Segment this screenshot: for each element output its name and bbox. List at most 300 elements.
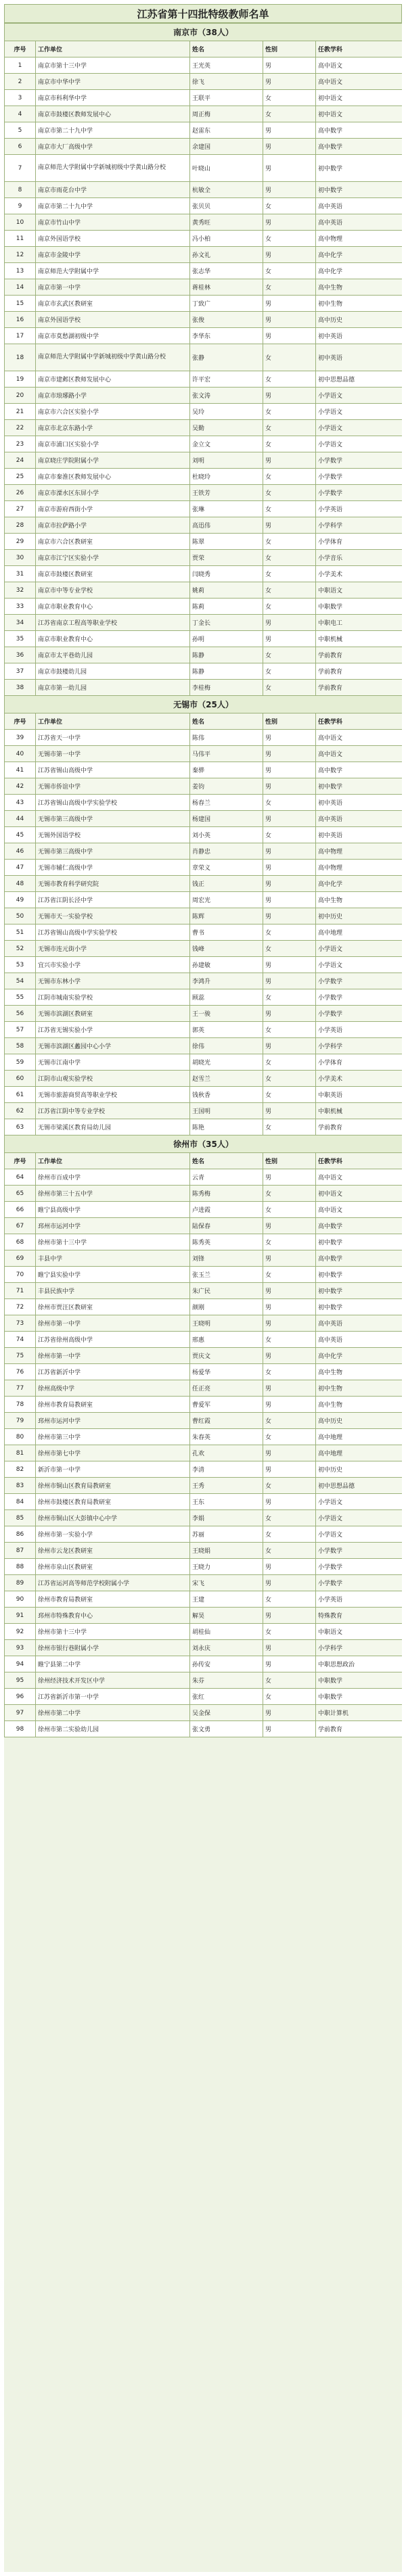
subject: 初中英语 (316, 827, 403, 843)
table-row (5, 1689, 403, 1705)
subject: 初中数学 (316, 155, 403, 182)
row-number: 70 (5, 1267, 36, 1283)
table-row (5, 182, 403, 198)
gender: 男 (263, 762, 316, 778)
table-row (5, 957, 403, 973)
work-unit: 无锡市连元街小学 (36, 941, 190, 957)
subject: 初中历史 (316, 908, 403, 924)
subject: 初中数学 (316, 1299, 403, 1315)
teacher-name: 王联平 (190, 90, 263, 106)
table-row (5, 1478, 403, 1494)
subject: 中职数学 (316, 1689, 403, 1705)
work-unit: 无锡市天一实验学校 (36, 908, 190, 924)
gender: 男 (263, 811, 316, 827)
teacher-name: 蒋桂林 (190, 279, 263, 296)
work-unit: 南京师范大学附属中学 (36, 263, 190, 279)
subject: 高中生物 (316, 1364, 403, 1380)
teacher-name: 李清 (190, 1461, 263, 1478)
teacher-name: 王建 (190, 1591, 263, 1608)
subject: 小学体育 (316, 534, 403, 550)
gender: 男 (263, 843, 316, 860)
work-unit: 江苏省天一中学 (36, 730, 190, 746)
section-header (5, 696, 403, 730)
gender: 男 (263, 328, 316, 344)
section-header (5, 1135, 403, 1169)
work-unit: 江苏省锡山高级中学 (36, 762, 190, 778)
teacher-list-table (4, 23, 402, 1737)
row-number: 32 (5, 582, 36, 599)
column-header-row (5, 41, 403, 57)
table-row (5, 1250, 403, 1267)
table-row (5, 1591, 403, 1608)
teacher-name: 金立文 (190, 436, 263, 452)
subject: 小学英语 (316, 501, 403, 517)
subject: 初中数学 (316, 1283, 403, 1299)
work-unit: 徐州市第三十五中学 (36, 1186, 190, 1202)
table-row (5, 550, 403, 566)
teacher-name: 秦骅 (190, 762, 263, 778)
teacher-name: 颜刚 (190, 1299, 263, 1315)
teacher-name: 丁致广 (190, 296, 263, 312)
work-unit: 江苏省运河高等师范学校附属小学 (36, 1575, 190, 1591)
row-number: 26 (5, 485, 36, 501)
work-unit: 无锡市江南中学 (36, 1054, 190, 1071)
subject: 小学科学 (316, 517, 403, 534)
subject: 特殊教育 (316, 1608, 403, 1624)
subject: 初中英语 (316, 795, 403, 811)
row-number: 25 (5, 469, 36, 485)
subject: 初中数学 (316, 778, 403, 795)
teacher-name: 孙明 (190, 631, 263, 647)
work-unit: 徐州市第十三中学 (36, 1234, 190, 1250)
gender: 女 (263, 501, 316, 517)
work-unit: 徐州市铜山区大彭镇中心中学 (36, 1510, 190, 1526)
teacher-name: 刘永庆 (190, 1640, 263, 1656)
table-row (5, 1315, 403, 1332)
table-row (5, 198, 403, 214)
teacher-name: 陈静 (190, 647, 263, 663)
teacher-name: 陆保春 (190, 1218, 263, 1234)
table-row (5, 1413, 403, 1429)
table-row (5, 924, 403, 941)
work-unit: 徐州市第二中学 (36, 1705, 190, 1721)
work-unit: 江苏省江阴长泾中学 (36, 892, 190, 908)
table-row (5, 57, 403, 74)
teacher-name: 孔欢 (190, 1445, 263, 1461)
gender: 女 (263, 989, 316, 1006)
gender: 男 (263, 517, 316, 534)
gender: 女 (263, 663, 316, 680)
table-row (5, 1510, 403, 1526)
table-row (5, 989, 403, 1006)
teacher-name: 卢进霞 (190, 1202, 263, 1218)
gender: 男 (263, 615, 316, 631)
teacher-name: 章荣义 (190, 860, 263, 876)
subject: 小学数学 (316, 469, 403, 485)
work-unit: 邳州市运河中学 (36, 1218, 190, 1234)
work-unit: 徐州高级中学 (36, 1380, 190, 1397)
gender: 男 (263, 296, 316, 312)
table-row (5, 1543, 403, 1559)
gender: 女 (263, 582, 316, 599)
row-number: 83 (5, 1478, 36, 1494)
work-unit: 江苏省新沂中学 (36, 1364, 190, 1380)
work-unit: 南京市第十三中学 (36, 57, 190, 74)
teacher-name: 宋飞 (190, 1575, 263, 1591)
row-number: 14 (5, 279, 36, 296)
row-number: 48 (5, 876, 36, 892)
teacher-name: 黄秀旺 (190, 214, 263, 231)
subject: 学前教育 (316, 1721, 403, 1737)
table-row (5, 1234, 403, 1250)
table-row (5, 1348, 403, 1364)
table-row (5, 1624, 403, 1640)
work-unit: 徐州市教育局教研室 (36, 1591, 190, 1608)
gender: 女 (263, 198, 316, 214)
column-header-row-number: 序号 (5, 41, 36, 57)
table-row (5, 1054, 403, 1071)
teacher-name: 张俊 (190, 312, 263, 328)
section-rows (5, 57, 403, 696)
section-header (5, 24, 403, 57)
column-header-work-unit: 工作单位 (36, 41, 190, 57)
row-number: 23 (5, 436, 36, 452)
teacher-name: 贾荣 (190, 550, 263, 566)
subject: 高中语文 (316, 74, 403, 90)
work-unit: 南京师范大学附属中学新城初级中学黄山路分校 (36, 344, 190, 371)
subject: 小学语文 (316, 388, 403, 404)
gender: 女 (263, 1591, 316, 1608)
subject: 初中英语 (316, 344, 403, 371)
work-unit: 徐州市泉山区教研室 (36, 1559, 190, 1575)
subject: 小学美术 (316, 1071, 403, 1087)
work-unit: 江苏省新沂市第一中学 (36, 1689, 190, 1705)
teacher-name: 赵雪兰 (190, 1071, 263, 1087)
row-number: 66 (5, 1202, 36, 1218)
gender: 女 (263, 1689, 316, 1705)
subject: 小学科学 (316, 1038, 403, 1054)
table-row (5, 730, 403, 746)
table-row (5, 1656, 403, 1672)
table-row (5, 106, 403, 122)
work-unit: 南京市游府西街小学 (36, 501, 190, 517)
row-number: 60 (5, 1071, 36, 1087)
gender: 女 (263, 647, 316, 663)
work-unit: 无锡市梁溪区教育局幼儿园 (36, 1119, 190, 1135)
work-unit: 徐州市银行巷附属小学 (36, 1640, 190, 1656)
table-row (5, 1218, 403, 1234)
work-unit: 南京市六合区教研室 (36, 534, 190, 550)
teacher-name: 陈辉 (190, 908, 263, 924)
row-number: 24 (5, 452, 36, 469)
gender: 男 (263, 778, 316, 795)
teacher-name: 孙建敏 (190, 957, 263, 973)
gender: 女 (263, 469, 316, 485)
row-number: 46 (5, 843, 36, 860)
teacher-name: 陈秀英 (190, 1234, 263, 1250)
subject: 高中地理 (316, 1445, 403, 1461)
row-number: 93 (5, 1640, 36, 1656)
row-number: 29 (5, 534, 36, 550)
table-row (5, 566, 403, 582)
work-unit: 南京市建邺区教师发展中心 (36, 371, 190, 388)
teacher-name: 钱峰 (190, 941, 263, 957)
gender: 女 (263, 1202, 316, 1218)
teacher-name: 丁金长 (190, 615, 263, 631)
row-number: 7 (5, 155, 36, 182)
subject: 初中语文 (316, 106, 403, 122)
gender: 女 (263, 231, 316, 247)
teacher-name: 陈翠 (190, 534, 263, 550)
row-number: 50 (5, 908, 36, 924)
table-row (5, 1461, 403, 1478)
teacher-name: 冯小柏 (190, 231, 263, 247)
subject: 小学美术 (316, 566, 403, 582)
work-unit: 南京外国语学校 (36, 312, 190, 328)
subject: 高中历史 (316, 312, 403, 328)
row-number: 22 (5, 420, 36, 436)
work-unit: 徐州市第二实验幼儿园 (36, 1721, 190, 1737)
column-header-subject: 任教学科 (316, 713, 403, 730)
row-number: 92 (5, 1624, 36, 1640)
work-unit: 睢宁县第二中学 (36, 1656, 190, 1672)
work-unit: 徐州市第一中学 (36, 1348, 190, 1364)
gender: 男 (263, 957, 316, 973)
subject: 高中数学 (316, 762, 403, 778)
gender: 男 (263, 1006, 316, 1022)
teacher-name: 胡晓光 (190, 1054, 263, 1071)
teacher-name: 刘锋 (190, 1250, 263, 1267)
table-row (5, 1169, 403, 1186)
gender: 女 (263, 1022, 316, 1038)
row-number: 84 (5, 1494, 36, 1510)
row-number: 64 (5, 1169, 36, 1186)
work-unit: 无锡市滨湖区蠡园中心小学 (36, 1038, 190, 1054)
gender: 男 (263, 1348, 316, 1364)
table-row (5, 122, 403, 139)
table-row (5, 1299, 403, 1315)
subject: 高中英语 (316, 811, 403, 827)
teacher-name: 王晓娟 (190, 1543, 263, 1559)
work-unit: 徐州市百成中学 (36, 1169, 190, 1186)
gender: 男 (263, 388, 316, 404)
table-row (5, 973, 403, 989)
gender: 男 (263, 312, 316, 328)
row-number: 34 (5, 615, 36, 631)
teacher-name: 李华东 (190, 328, 263, 344)
row-number: 78 (5, 1397, 36, 1413)
teacher-name: 赵雷东 (190, 122, 263, 139)
teacher-name: 曹书 (190, 924, 263, 941)
subject: 高中生物 (316, 892, 403, 908)
gender: 男 (263, 631, 316, 647)
teacher-name: 刘小英 (190, 827, 263, 843)
row-number: 96 (5, 1689, 36, 1705)
row-number: 6 (5, 139, 36, 155)
gender: 女 (263, 1510, 316, 1526)
gender: 男 (263, 1315, 316, 1332)
row-number: 39 (5, 730, 36, 746)
row-number: 15 (5, 296, 36, 312)
work-unit: 南京市太平巷幼儿园 (36, 647, 190, 663)
gender: 男 (263, 74, 316, 90)
subject: 初中数学 (316, 1267, 403, 1283)
gender: 男 (263, 973, 316, 989)
subject: 高中物理 (316, 843, 403, 860)
row-number: 37 (5, 663, 36, 680)
subject: 学前教育 (316, 680, 403, 696)
work-unit: 南京市鼓楼幼儿园 (36, 663, 190, 680)
row-number: 98 (5, 1721, 36, 1737)
subject: 高中语文 (316, 746, 403, 762)
subject: 高中数学 (316, 1250, 403, 1267)
teacher-name: 解昊 (190, 1608, 263, 1624)
subject: 小学体育 (316, 1054, 403, 1071)
table-row (5, 517, 403, 534)
subject: 中职数学 (316, 1672, 403, 1689)
gender: 男 (263, 139, 316, 155)
work-unit: 南京市浦口区实验小学 (36, 436, 190, 452)
table-row (5, 1559, 403, 1575)
teacher-name: 郭英 (190, 1022, 263, 1038)
work-unit: 徐州市第十三中学 (36, 1624, 190, 1640)
gender: 男 (263, 1640, 316, 1656)
work-unit: 无锡市滨湖区教研室 (36, 1006, 190, 1022)
table-row (5, 1575, 403, 1591)
subject: 小学科学 (316, 1640, 403, 1656)
gender: 女 (263, 1234, 316, 1250)
gender: 男 (263, 1559, 316, 1575)
gender: 女 (263, 485, 316, 501)
gender: 女 (263, 344, 316, 371)
table-row (5, 647, 403, 663)
gender: 女 (263, 1672, 316, 1689)
teacher-name: 张文涛 (190, 388, 263, 404)
teacher-name: 高迅伟 (190, 517, 263, 534)
table-row (5, 860, 403, 876)
subject: 高中英语 (316, 1315, 403, 1332)
table-row (5, 1119, 403, 1135)
table-row (5, 1429, 403, 1445)
teacher-name: 周正梅 (190, 106, 263, 122)
teacher-name: 陈艳 (190, 1119, 263, 1135)
gender: 男 (263, 452, 316, 469)
column-header-row-number: 序号 (5, 1153, 36, 1169)
table-row (5, 1022, 403, 1038)
teacher-name: 李桂梅 (190, 680, 263, 696)
work-unit: 宜兴市实验小学 (36, 957, 190, 973)
column-header-gender: 性别 (263, 41, 316, 57)
teacher-name: 曹红霞 (190, 1413, 263, 1429)
work-unit: 徐州市第七中学 (36, 1445, 190, 1461)
row-number: 75 (5, 1348, 36, 1364)
subject: 小学数学 (316, 989, 403, 1006)
row-number: 8 (5, 182, 36, 198)
row-number: 51 (5, 924, 36, 941)
gender: 女 (263, 795, 316, 811)
work-unit: 江苏省无锡实验小学 (36, 1022, 190, 1038)
row-number: 56 (5, 1006, 36, 1022)
subject: 高中化学 (316, 247, 403, 263)
row-number: 20 (5, 388, 36, 404)
subject: 高中数学 (316, 139, 403, 155)
teacher-name: 王晓力 (190, 1559, 263, 1575)
row-number: 9 (5, 198, 36, 214)
table-row (5, 469, 403, 485)
work-unit: 南京市玄武区教研室 (36, 296, 190, 312)
work-unit: 南京市鼓楼区教研室 (36, 566, 190, 582)
subject: 小学语文 (316, 957, 403, 973)
table-row (5, 1608, 403, 1624)
teacher-name: 朱芬 (190, 1672, 263, 1689)
gender: 女 (263, 371, 316, 388)
teacher-name: 李鸿升 (190, 973, 263, 989)
subject: 小学数学 (316, 973, 403, 989)
table-row (5, 827, 403, 843)
subject: 小学数学 (316, 1575, 403, 1591)
row-number: 63 (5, 1119, 36, 1135)
teacher-name: 杜晓玲 (190, 469, 263, 485)
subject: 高中化学 (316, 263, 403, 279)
work-unit: 无锡市第三高级中学 (36, 811, 190, 827)
teacher-name: 杨春兰 (190, 795, 263, 811)
row-number: 58 (5, 1038, 36, 1054)
subject: 小学数学 (316, 1006, 403, 1022)
table-row (5, 1087, 403, 1103)
table-row (5, 876, 403, 892)
work-unit: 徐州市第三中学 (36, 1429, 190, 1445)
subject: 小学数学 (316, 485, 403, 501)
work-unit: 南京市鼓楼区教师发展中心 (36, 106, 190, 122)
subject: 高中物理 (316, 860, 403, 876)
gender: 男 (263, 155, 316, 182)
table-row (5, 1006, 403, 1022)
teacher-name: 云青 (190, 1169, 263, 1186)
column-header-row (5, 713, 403, 730)
teacher-name: 叶晓山 (190, 155, 263, 182)
gender: 女 (263, 534, 316, 550)
section-title: 南京市（38人） (5, 24, 403, 41)
teacher-name: 陈莉 (190, 599, 263, 615)
row-number: 79 (5, 1413, 36, 1429)
gender: 女 (263, 827, 316, 843)
teacher-name: 孙传安 (190, 1656, 263, 1672)
work-unit: 南京市莫愁湖初级中学 (36, 328, 190, 344)
gender: 男 (263, 1380, 316, 1397)
gender: 女 (263, 279, 316, 296)
subject: 高中物理 (316, 231, 403, 247)
table-row (5, 1445, 403, 1461)
work-unit: 南京市竹山中学 (36, 214, 190, 231)
row-number: 40 (5, 746, 36, 762)
row-number: 72 (5, 1299, 36, 1315)
table-row (5, 139, 403, 155)
subject: 高中化学 (316, 876, 403, 892)
teacher-name: 任正亮 (190, 1380, 263, 1397)
gender: 男 (263, 1445, 316, 1461)
gender: 男 (263, 908, 316, 924)
subject: 小学数学 (316, 1559, 403, 1575)
table-row (5, 452, 403, 469)
table-row (5, 344, 403, 371)
row-number: 61 (5, 1087, 36, 1103)
row-number: 71 (5, 1283, 36, 1299)
teacher-name: 王一骏 (190, 1006, 263, 1022)
work-unit: 无锡市东林小学 (36, 973, 190, 989)
row-number: 97 (5, 1705, 36, 1721)
row-number: 3 (5, 90, 36, 106)
row-number: 36 (5, 647, 36, 663)
